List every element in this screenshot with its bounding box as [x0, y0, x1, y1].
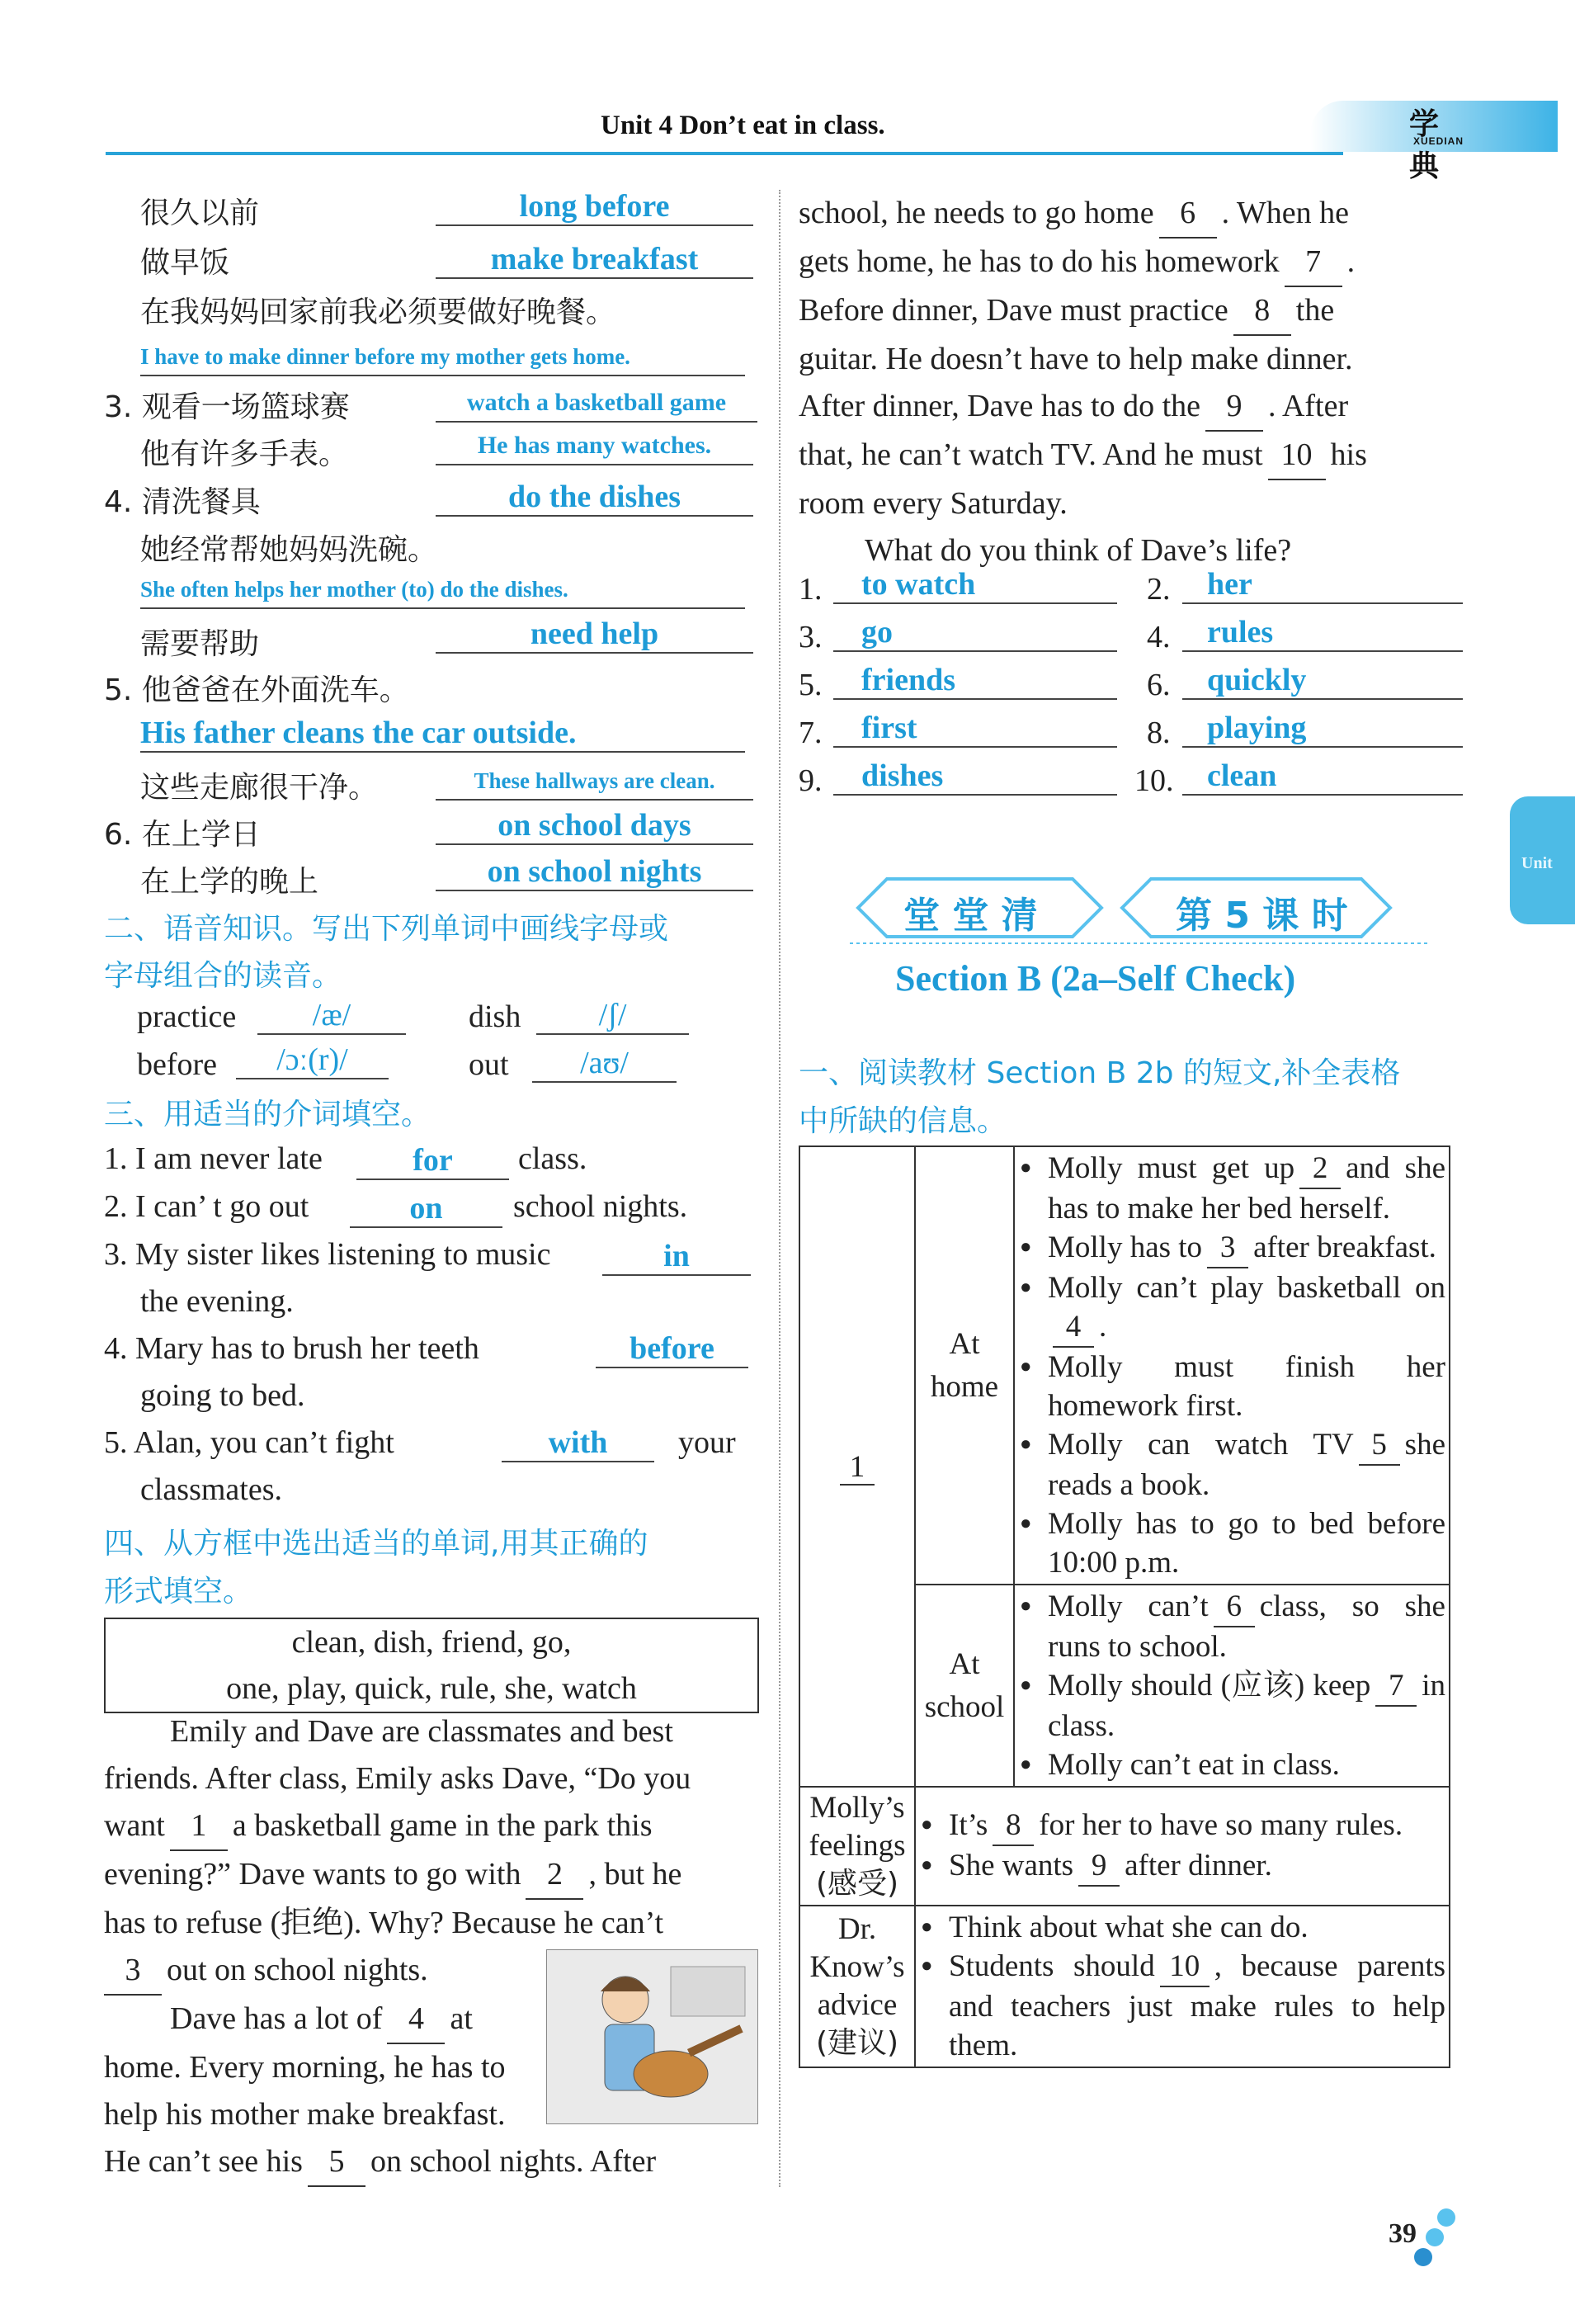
list-item: ● She wants 9 after dinner.	[919, 1846, 1445, 1887]
question-text: 1. I am never late	[104, 1141, 323, 1176]
list-item: ● Molly must finish her homework first.	[1018, 1348, 1445, 1425]
passage-right	[799, 190, 1450, 574]
section-title: Section B (2a–Self Check)	[895, 958, 1296, 999]
section-heading: 形式填空。	[104, 1575, 253, 1608]
item-cn: 做早饭	[140, 246, 230, 280]
brand-logo: 学典	[1409, 107, 1440, 183]
answer: friends	[833, 662, 1117, 700]
answer-num: 8.	[1147, 716, 1171, 750]
item-cn: 3. 观看一场篮球赛	[104, 390, 350, 424]
item-cn: 这些走廊很干净。	[140, 771, 379, 805]
word: out	[469, 1047, 509, 1082]
blank: 9	[1205, 383, 1263, 432]
at-home-details	[1014, 1146, 1450, 1585]
answer: before	[596, 1330, 748, 1368]
blank: 7	[1285, 239, 1342, 287]
passage-line: After dinner, Dave has to do the 9 . After	[799, 383, 1450, 432]
section-heading: 三、用适当的介词填空。	[104, 1098, 431, 1131]
answer: on school days	[436, 807, 753, 845]
answer: first	[833, 710, 1117, 748]
passage-line: evening?” Dave wants to go with 2 , but he	[104, 1851, 756, 1900]
answer: need help	[436, 616, 753, 654]
list-item: ● Molly can’t play basketball on4 .	[1018, 1268, 1445, 1348]
blank: 4	[387, 1996, 445, 2044]
at-home-cell: At home	[915, 1146, 1014, 1585]
answer-num: 10.	[1134, 763, 1174, 798]
phonetic-answer: /ʃ/	[536, 997, 689, 1035]
blank: 10	[1268, 432, 1326, 480]
answer: His father cleans the car outside.	[140, 715, 745, 753]
answer-num: 9.	[799, 763, 823, 798]
answer: on school nights	[436, 853, 753, 891]
phonetic-answer: /aʊ/	[532, 1045, 677, 1083]
decorative-dot	[1426, 2228, 1444, 2246]
section-heading: 字母组合的读音。	[104, 959, 342, 993]
answer: her	[1182, 566, 1463, 604]
word-box-line: clean, dish, friend, go,	[291, 1625, 572, 1660]
passage-line: friends. After class, Emily asks Dave, “Do you	[104, 1761, 691, 1796]
item-cn: 他有许多手表。	[140, 437, 349, 471]
item-cn: 她经常帮她妈妈洗碗。	[140, 533, 438, 567]
passage-line: He can’t see his 5 on school nights. After	[104, 2138, 756, 2187]
item-cn: 很久以前	[140, 196, 260, 230]
passage-line: Before dinner, Dave must practice 8 the	[799, 287, 1450, 336]
passage-line: that, he can’t watch TV. And he must 10 his	[799, 432, 1450, 480]
page-number: 39	[1389, 2218, 1417, 2249]
blank: 3	[104, 1947, 162, 1996]
column-divider	[779, 190, 780, 2187]
answer: These hallways are clean.	[436, 763, 753, 801]
answer: long before	[436, 188, 753, 226]
answer: in	[602, 1238, 751, 1276]
answer: playing	[1182, 710, 1463, 748]
answer: quickly	[1182, 662, 1463, 700]
item-cn: 5. 他爸爸在外面洗车。	[104, 673, 409, 707]
item-cn: 4. 清洗餐具	[104, 485, 261, 519]
blank: 6	[1159, 190, 1217, 239]
list-item: ● Molly should (应该) keep 7 in class.	[1018, 1666, 1445, 1745]
question-text: school nights.	[513, 1189, 688, 1224]
answer: I have to make dinner before my mother gets home.	[140, 338, 745, 376]
answer: make breakfast	[436, 241, 753, 279]
answer: go	[833, 614, 1117, 652]
passage-line: guitar. He doesn’t have to help make dinner.	[799, 342, 1353, 376]
section-heading: 二、语音知识。写出下列单词中画线字母或	[104, 912, 669, 946]
word-box	[104, 1618, 759, 1713]
answer: to watch	[833, 566, 1117, 604]
answer-num: 3.	[799, 620, 823, 654]
passage-line: room every Saturday.	[799, 486, 1068, 521]
list-item: ● Think about what she can do.	[919, 1908, 1445, 1947]
question-text: class.	[518, 1141, 587, 1176]
blank: 8	[1233, 287, 1291, 336]
question-text: 2. I can’ t go out	[104, 1189, 309, 1224]
passage-line: want 1 a basketball game in the park this	[104, 1802, 756, 1851]
question-text: going to bed.	[140, 1378, 305, 1413]
at-school-cell: At school	[915, 1585, 1014, 1787]
answer: watch a basketball game	[436, 385, 757, 423]
answer-num: 7.	[799, 716, 823, 750]
info-table	[799, 1145, 1450, 2068]
item-cn: 需要帮助	[140, 627, 260, 661]
answer: for	[356, 1142, 509, 1180]
answer: He has many watches.	[436, 427, 753, 465]
list-item: ● Molly has to 3 after breakfast.	[1018, 1228, 1445, 1268]
row1-label-cell	[799, 1146, 915, 1787]
answer: rules	[1182, 614, 1463, 652]
feelings-label-cell: Molly’s feelings (感受)	[799, 1787, 915, 1906]
at-school-details	[1014, 1585, 1450, 1787]
answer: on	[350, 1190, 502, 1228]
advice-details	[915, 1906, 1450, 2067]
question-text: your	[678, 1425, 736, 1460]
blank: 5	[308, 2138, 365, 2187]
question-text: 3. My sister likes listening to music	[104, 1237, 551, 1272]
question-text: 5. Alan, you can’t fight	[104, 1425, 394, 1460]
word: before	[137, 1047, 218, 1082]
list-item: ● It’s 8 for her to have so many rules.	[919, 1806, 1445, 1846]
passage-line: help his mother make breakfast.	[104, 2097, 506, 2132]
lesson-banner	[850, 871, 1427, 945]
item-cn: 6. 在上学日	[104, 818, 261, 852]
list-item: ● Students should 10 , because parents and teachers just make rules to help them.	[919, 1947, 1445, 2065]
answer: with	[502, 1424, 654, 1462]
word: practice	[137, 999, 237, 1034]
item-cn: 在上学的晚上	[140, 865, 319, 899]
blank: 1	[840, 1450, 875, 1486]
blank: 2	[526, 1851, 583, 1900]
question-text: classmates.	[140, 1472, 283, 1507]
decorative-dot	[1414, 2248, 1432, 2266]
passage-line: What do you think of Dave’s life?	[865, 533, 1292, 568]
unit-title: Unit 4 Don’t eat in class.	[601, 111, 885, 140]
table-row	[799, 1787, 1450, 1906]
blank: 1	[170, 1802, 228, 1851]
answer-num: 1.	[799, 572, 823, 607]
answer: dishes	[833, 758, 1117, 796]
answer-num: 2.	[1147, 572, 1171, 607]
list-item: ● Molly has to go to bed before 10:00 p.m.	[1018, 1504, 1445, 1582]
page-header	[106, 101, 1464, 183]
decorative-dot	[1437, 2208, 1455, 2227]
answer: do the dishes	[436, 479, 753, 517]
section-heading: 四、从方框中选出适当的单词,用其正确的	[104, 1527, 648, 1561]
answer-num: 6.	[1147, 668, 1171, 702]
answer-num: 5.	[799, 668, 823, 702]
phonetic-answer: /ɔː(r)/	[236, 1042, 389, 1079]
side-unit-tab: Unit	[1510, 796, 1575, 924]
list-item: ● Molly can’t eat in class.	[1018, 1745, 1445, 1784]
passage-line: home. Every morning, he has to	[104, 2050, 506, 2085]
question-text: the evening.	[140, 1284, 294, 1319]
passage-line: Dave has a lot of 4 at	[104, 1996, 756, 2044]
passage-line: school, he needs to go home 6 . When he	[799, 190, 1450, 239]
table-row	[799, 1906, 1450, 2067]
answer-num: 4.	[1147, 620, 1171, 654]
list-item: ● Molly must get up 2 and she has to make her bed herself.	[1018, 1149, 1445, 1228]
word: dish	[469, 999, 521, 1034]
advice-label-cell: Dr. Know’s advice (建议)	[799, 1906, 915, 2067]
phonetic-answer: /æ/	[257, 997, 406, 1035]
answer: She often helps her mother (to) do the dishes.	[140, 571, 745, 609]
question-text: 4. Mary has to brush her teeth	[104, 1331, 479, 1366]
word-box-line: one, play, quick, rule, she, watch	[226, 1671, 637, 1706]
passage-line: has to refuse (拒绝). Why? Because he can’t	[104, 1906, 664, 1940]
banner-lesson: 第 5 课 时	[1176, 895, 1348, 937]
section-heading: 中所缺的信息。	[799, 1104, 1007, 1138]
passage-line: gets home, he has to do his homework 7 .	[799, 239, 1450, 287]
item-cn: 在我妈妈回家前我必须要做好晚餐。	[140, 295, 616, 329]
passage-line: Emily and Dave are classmates and best	[170, 1714, 673, 1749]
header-rule	[106, 152, 1343, 155]
boy-playing-guitar-illustration	[546, 1949, 758, 2124]
answer: clean	[1182, 758, 1463, 796]
table-row	[799, 1146, 1450, 1585]
list-item: ● Molly can watch TV 5 she reads a book.	[1018, 1425, 1445, 1504]
brand-logo-sub: XUEDIAN	[1413, 135, 1464, 147]
list-item: ● Molly can’t 6 class, so she runs to school.	[1018, 1587, 1445, 1666]
banner-title: 堂 堂 清	[903, 895, 1038, 937]
feelings-details	[915, 1787, 1450, 1906]
passage-line: 3 out on school nights.	[104, 1947, 756, 1996]
section-heading: 一、阅读教材 Section B 2b 的短文,补全表格	[799, 1056, 1401, 1090]
